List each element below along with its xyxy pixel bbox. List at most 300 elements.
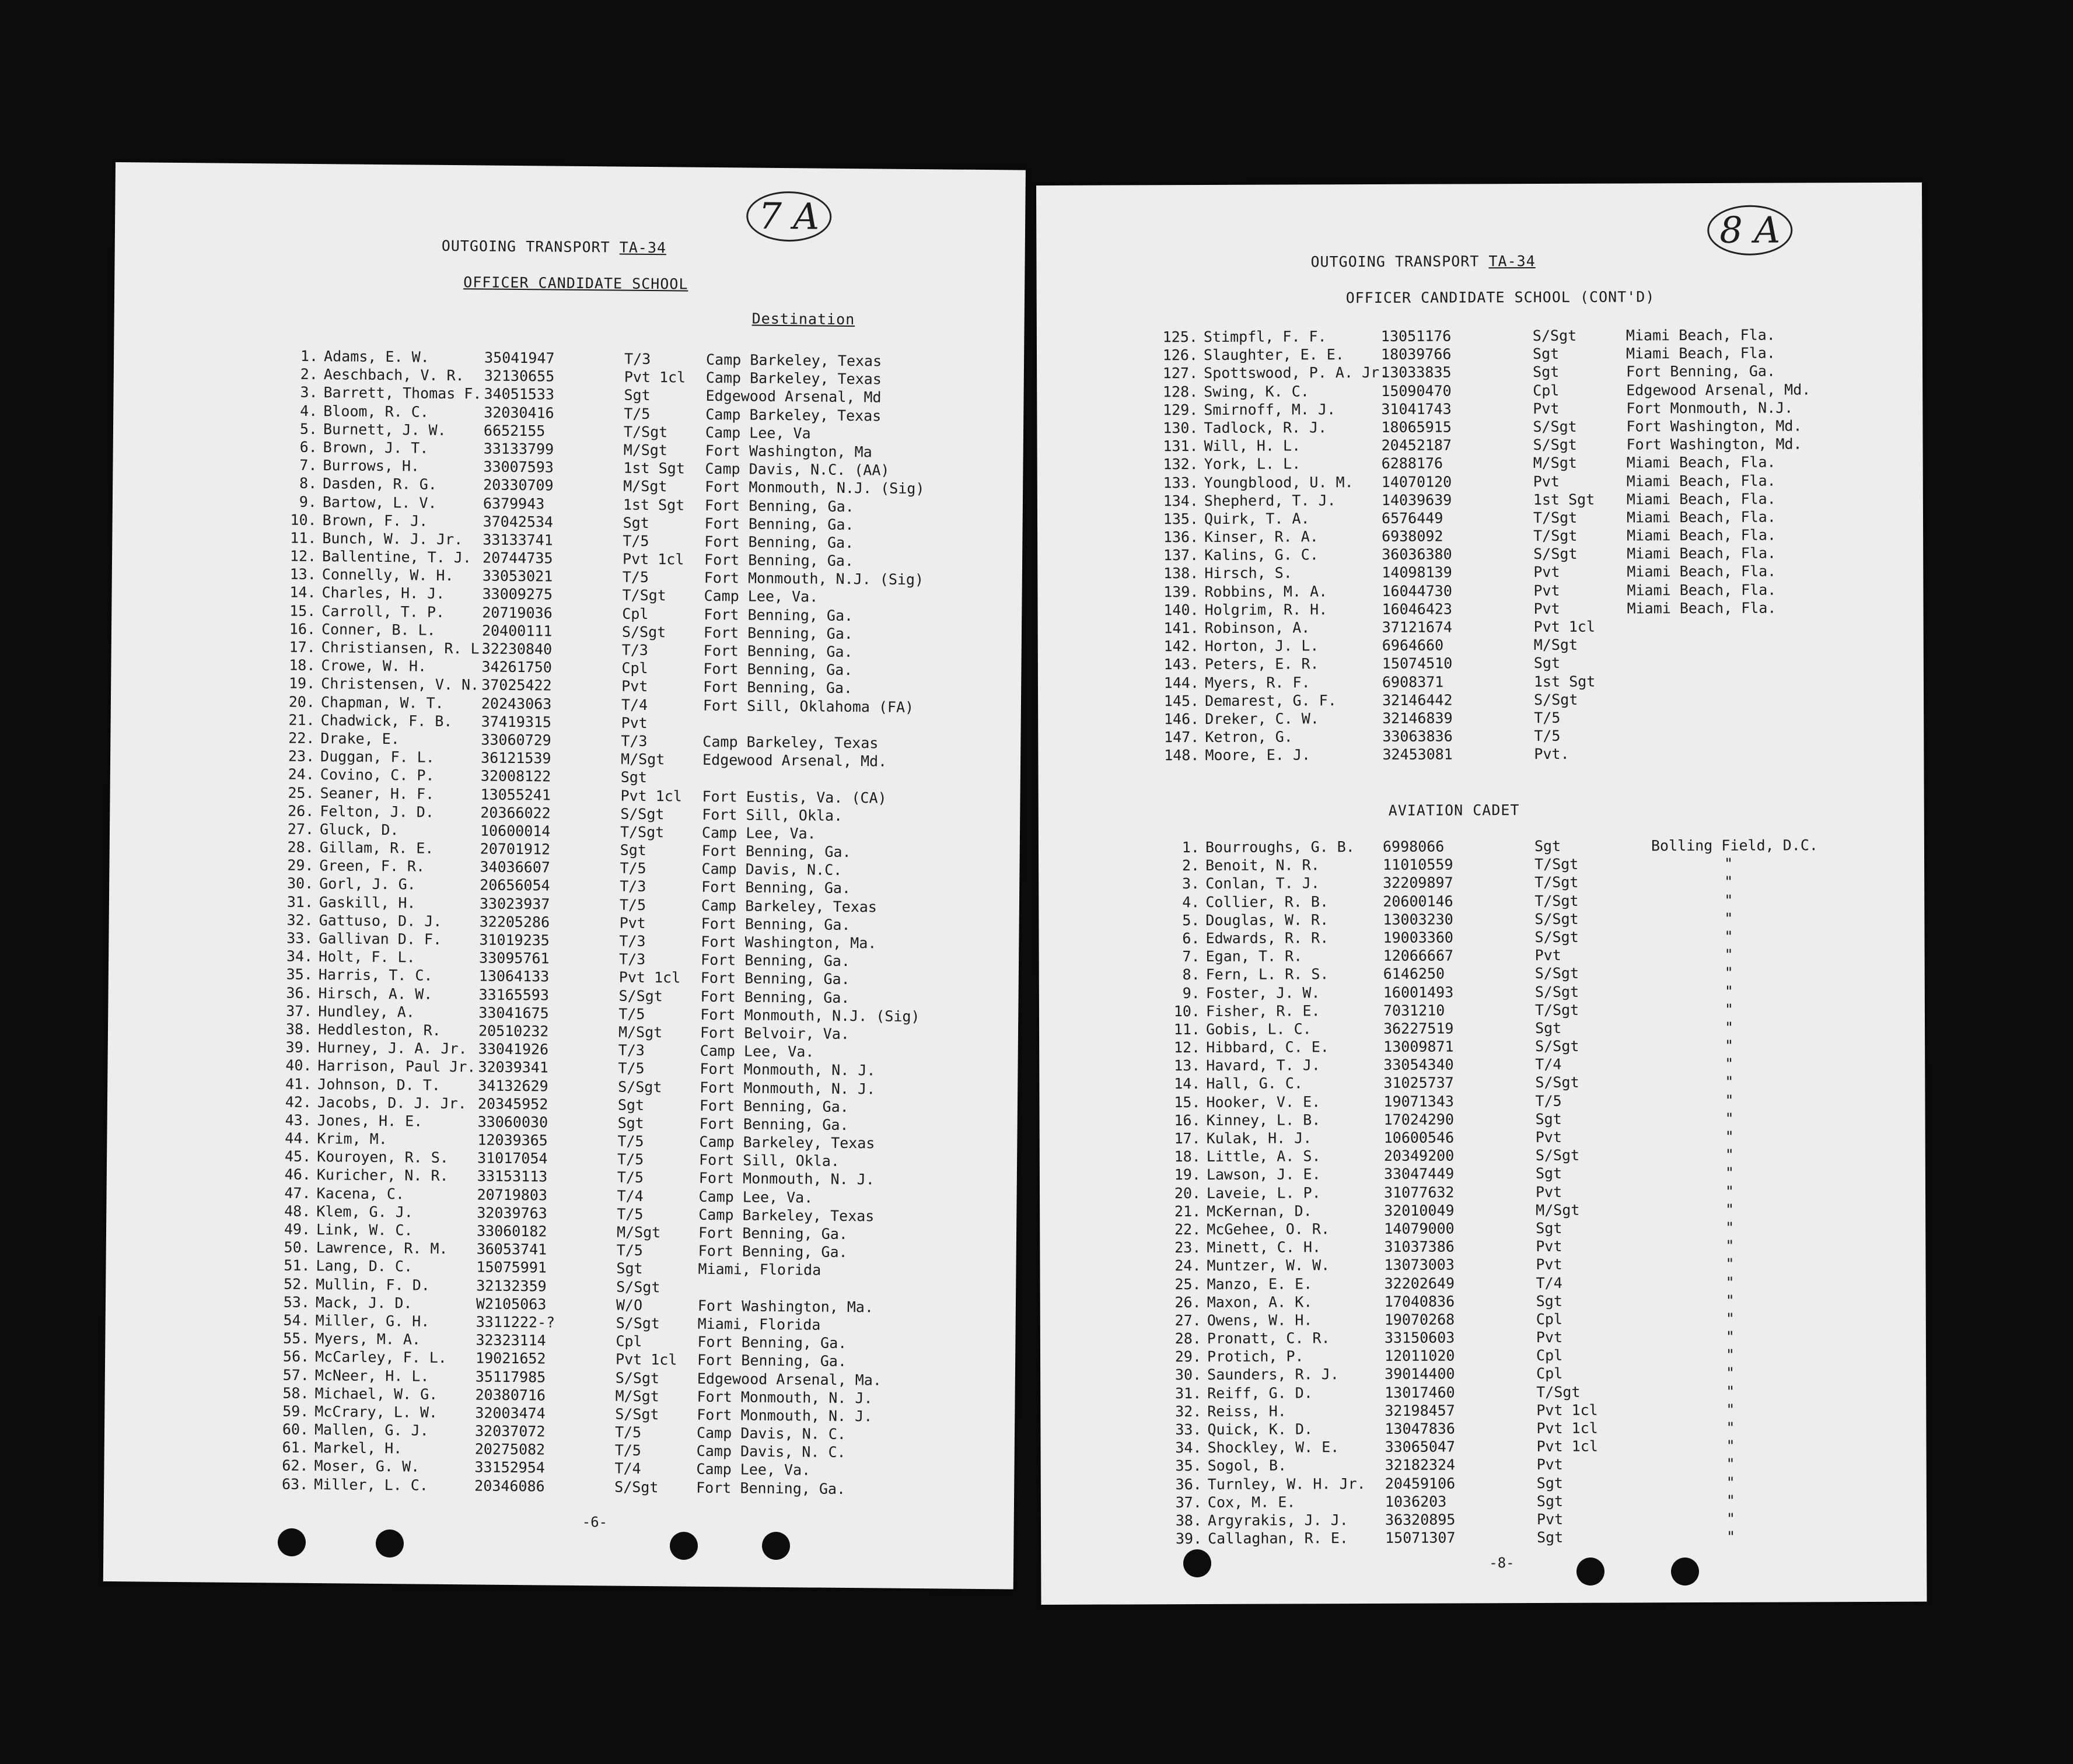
serial-number: 33095761 — [478, 949, 550, 967]
entry-number: 34. — [286, 947, 313, 965]
soldier-name: Lawrence, R. M. — [316, 1239, 448, 1258]
entry-number: 63. — [281, 1475, 309, 1493]
serial-number: 20744735 — [482, 549, 553, 567]
destination: Camp Barkeley, Texas — [699, 1133, 875, 1152]
entry-number: 18. — [1174, 1148, 1201, 1166]
destination: " — [1724, 909, 1733, 927]
soldier-name: Gaskill, H. — [319, 893, 416, 912]
soldier-name: Krim, M. — [317, 1130, 387, 1148]
rank: Cpl — [616, 1332, 642, 1350]
rank: Cpl — [1536, 1365, 1563, 1382]
destination: Camp Barkeley, Texas — [702, 733, 879, 752]
entry-number: 1. — [1181, 839, 1200, 856]
serial-number: 33054340 — [1383, 1056, 1454, 1074]
serial-number: 36053741 — [476, 1240, 547, 1258]
entry-number: 19. — [1174, 1166, 1201, 1184]
soldier-name: Benoit, N. R. — [1205, 856, 1320, 874]
entry-number: 24. — [1174, 1257, 1201, 1275]
serial-number: 20243063 — [481, 695, 552, 713]
rank: T/5 — [614, 1423, 642, 1441]
soldier-name: Moser, G. W. — [314, 1457, 420, 1476]
rank: Sgt — [620, 768, 648, 786]
serial-number: 36320895 — [1385, 1511, 1456, 1528]
soldier-name: Chadwick, F. B. — [320, 711, 453, 730]
soldier-name: Crowe, W. H. — [321, 657, 427, 675]
destination: " — [1724, 1019, 1734, 1036]
entry-number: 31. — [286, 893, 314, 911]
destination: Edgewood Arsenal, Md. — [702, 751, 887, 770]
soldier-name: Markel, H. — [314, 1439, 403, 1457]
rank: T/5 — [1535, 1092, 1562, 1110]
soldier-name: Slaughter, E. E. — [1203, 346, 1344, 364]
entry-number: 17. — [289, 638, 316, 656]
soldier-name: McCarley, F. L. — [315, 1348, 448, 1367]
destination: " — [1725, 1310, 1735, 1327]
soldier-name: Covino, C. P. — [320, 766, 435, 785]
entry-number: 10. — [1173, 1002, 1200, 1020]
destination: " — [1724, 946, 1733, 964]
destination: " — [1724, 964, 1733, 982]
rank: M/Sgt — [615, 1387, 659, 1405]
rank: Pvt — [621, 714, 648, 732]
rank: S/Sgt — [1535, 1146, 1580, 1164]
soldier-name: Youngblood, U. M. — [1204, 473, 1354, 491]
rank: Pvt 1cl — [1536, 1437, 1598, 1455]
rank: S/Sgt — [614, 1478, 659, 1496]
serial-number: 33060182 — [476, 1222, 547, 1240]
soldier-name: Quick, K. D. — [1207, 1420, 1313, 1438]
entry-number: 140. — [1163, 601, 1199, 619]
serial-number: 19021652 — [476, 1349, 546, 1367]
serial-number: 34132629 — [478, 1076, 548, 1095]
serial-number: 20719036 — [482, 604, 553, 622]
serial-number: 6288176 — [1381, 454, 1443, 473]
entry-number: 38. — [285, 1020, 313, 1038]
entry-number: 143. — [1163, 656, 1199, 673]
destination: Fort Monmouth, N.J. (Sig) — [700, 1006, 920, 1025]
serial-number: 20330709 — [483, 476, 554, 494]
destination: Camp Davis, N. C. — [696, 1424, 847, 1443]
rank: Pvt — [1533, 400, 1560, 417]
entry-number: 20. — [1174, 1184, 1201, 1202]
rank: T/4 — [1535, 1056, 1562, 1073]
entry-number: 148. — [1164, 747, 1200, 764]
serial-number: 14098139 — [1382, 564, 1452, 582]
entry-number: 129. — [1163, 401, 1198, 418]
soldier-name: Gorl, J. G. — [319, 875, 416, 893]
soldier-name: Ketron, G. — [1205, 728, 1293, 746]
rank: T/5 — [623, 532, 649, 550]
serial-number: 37025422 — [481, 676, 552, 694]
rank: T/3 — [619, 932, 646, 950]
serial-number: 33165593 — [478, 986, 550, 1004]
serial-number: 32230840 — [481, 640, 553, 658]
entry-number: 41. — [285, 1075, 312, 1093]
soldier-name: Stimpfl, F. F. — [1203, 328, 1327, 345]
soldier-name: Little, A. S. — [1206, 1147, 1321, 1166]
rank: Sgt — [1536, 1492, 1564, 1510]
serial-number: 32209897 — [1383, 874, 1453, 892]
destination: Camp Barkeley, Texas — [698, 1206, 875, 1225]
serial-number: 33152954 — [474, 1458, 546, 1476]
entry-number: 20. — [288, 693, 316, 710]
rank: T/5 — [617, 1132, 644, 1150]
destination: " — [1725, 1037, 1734, 1054]
serial-number: 13017460 — [1385, 1384, 1455, 1401]
rank: T/Sgt — [1536, 1383, 1581, 1401]
serial-number: 33009275 — [482, 585, 553, 604]
entry-number: 39. — [285, 1038, 312, 1056]
serial-number: 15075991 — [476, 1258, 547, 1276]
serial-number: 10600014 — [480, 822, 551, 840]
soldier-name: Michael, W. G. — [314, 1384, 438, 1403]
destination: " — [1725, 1219, 1735, 1236]
rank: T/Sgt — [1534, 855, 1579, 873]
destination: Fort Benning, Ga. — [697, 1352, 847, 1370]
destination: Fort Washington, Ma. — [701, 933, 877, 952]
rank: T/Sgt — [1533, 527, 1578, 545]
serial-number: 33047449 — [1383, 1165, 1455, 1183]
serial-number: 20275082 — [474, 1440, 546, 1458]
rank: T/Sgt — [1533, 509, 1578, 526]
rank: T/5 — [618, 1005, 645, 1023]
entry-number: 34. — [1175, 1439, 1202, 1457]
rank: Sgt — [624, 386, 651, 404]
serial-number: 20349200 — [1383, 1147, 1455, 1165]
entry-number: 16. — [289, 620, 316, 638]
entry-number: 135. — [1163, 510, 1199, 528]
destination: Fort Benning, Ga. — [700, 970, 850, 988]
destination: Camp Lee, Va — [705, 424, 811, 442]
entry-number: 133. — [1163, 474, 1198, 491]
destination: " — [1724, 873, 1733, 891]
soldier-name: Kuricher, N. R. — [316, 1166, 449, 1185]
serial-number: 6379943 — [483, 495, 545, 512]
rank: S/Sgt — [1533, 436, 1577, 454]
soldier-name: Seaner, H. F. — [320, 784, 435, 803]
rank: T/5 — [614, 1441, 642, 1460]
soldier-name: Myers, R. F. — [1204, 673, 1310, 691]
soldier-name: Christiansen, R. L. — [321, 639, 488, 657]
rank: T/5 — [622, 568, 649, 586]
entry-number: 7. — [1182, 948, 1200, 965]
rank: Sgt — [617, 1114, 644, 1132]
serial-number: 33060030 — [477, 1113, 548, 1131]
soldier-name: Carroll, T. P. — [321, 602, 445, 621]
destination: Fort Benning, Ga. — [699, 1115, 849, 1133]
entry-number: 8. — [299, 475, 317, 492]
destination: Camp Davis, N.C. — [701, 860, 843, 879]
destination: Fort Benning, Ga. — [701, 915, 851, 933]
rank: T/5 — [620, 859, 646, 877]
soldier-name: Burnett, J. W. — [323, 420, 446, 439]
destination: " — [1725, 1346, 1735, 1364]
destination: Fort Benning, Ga. — [701, 878, 851, 897]
rank: Cpl — [1533, 382, 1560, 399]
soldier-name: Conner, B. L. — [321, 620, 436, 639]
serial-number: 32182324 — [1385, 1456, 1456, 1474]
entry-number: 27. — [287, 820, 314, 838]
rank: Pvt 1cl — [1533, 618, 1596, 636]
destination: " — [1725, 1328, 1735, 1345]
destination: Camp Barkeley, Texas — [701, 897, 878, 916]
soldier-name: Fisher, R. E. — [1205, 1002, 1320, 1020]
serial-number: 20345952 — [477, 1095, 548, 1113]
destination: Miami Beach, Fla. — [1627, 581, 1777, 599]
serial-number: 32039341 — [478, 1058, 549, 1076]
entry-number: 147. — [1164, 729, 1200, 746]
entry-number: 145. — [1163, 692, 1200, 709]
rank: T/5 — [618, 1059, 645, 1077]
soldier-name: McNeer, H. L. — [314, 1366, 429, 1385]
soldier-name: Laveie, L. P. — [1206, 1184, 1321, 1202]
serial-number: 6938092 — [1382, 527, 1443, 545]
rank: Sgt — [1534, 1019, 1562, 1037]
soldier-name: Klem, G. J. — [316, 1202, 414, 1221]
serial-number: 16001493 — [1383, 984, 1454, 1001]
entry-number: 3. — [1182, 875, 1200, 892]
destination: " — [1724, 1000, 1734, 1018]
rank: Sgt — [1536, 1219, 1562, 1237]
serial-number: 13003230 — [1383, 911, 1453, 928]
entry-number: 57. — [282, 1366, 309, 1384]
destination: Fort Benning, Ga. — [704, 606, 854, 624]
rank: S/Sgt — [1534, 983, 1579, 1000]
soldier-name: Hibbard, C. E. — [1206, 1038, 1329, 1056]
serial-number: 13055241 — [480, 786, 551, 804]
rank: T/Sgt — [620, 823, 665, 841]
rank: Sgt — [617, 1096, 645, 1114]
destination: Fort Benning, Ga. — [703, 624, 853, 642]
entry-number: 22. — [1174, 1220, 1201, 1238]
soldier-name: Adams, E. W. — [323, 348, 429, 366]
soldier-name: Hurney, J. A. Jr. — [317, 1039, 467, 1058]
entry-number: 33. — [286, 929, 313, 947]
serial-number: 10600546 — [1383, 1129, 1455, 1146]
soldier-name: Conlan, T. J. — [1205, 874, 1320, 892]
rank: Pvt — [621, 677, 648, 695]
entry-number: 24. — [288, 765, 314, 783]
entry-number: 5. — [299, 420, 318, 438]
soldier-name: Lang, D. C. — [316, 1257, 413, 1275]
entry-number: 37. — [1175, 1493, 1202, 1511]
soldier-name: Johnson, D. T. — [317, 1075, 441, 1094]
entry-number: 137. — [1163, 547, 1199, 564]
serial-number: 34261750 — [481, 658, 553, 676]
serial-number: 19070268 — [1384, 1311, 1455, 1328]
serial-number: 20459106 — [1385, 1475, 1456, 1492]
rank: T/3 — [618, 950, 646, 968]
entry-number: 22. — [288, 729, 315, 747]
rank: T/4 — [1536, 1274, 1562, 1292]
rank: Sgt — [1536, 1474, 1563, 1492]
rank: Sgt — [623, 514, 649, 531]
entry-number: 25. — [288, 784, 314, 802]
binder-hole — [1576, 1558, 1604, 1586]
soldier-name: Aeschbach, V. R. — [323, 366, 464, 384]
soldier-name: Argyrakis, J. J. — [1207, 1511, 1348, 1529]
soldier-name: Gluck, D. — [319, 820, 399, 839]
rank: Sgt — [1535, 1165, 1562, 1182]
destination: Edgewood Arsenal, Md. — [1626, 380, 1811, 399]
soldier-name: Mallen, G. J. — [314, 1421, 429, 1439]
rank: Cpl — [1536, 1347, 1563, 1364]
serial-number: 7031210 — [1383, 1002, 1445, 1019]
rank: S/Sgt — [1532, 327, 1577, 345]
entry-number: 61. — [282, 1438, 309, 1457]
soldier-name: Gattuso, D. J. — [319, 911, 442, 930]
destination: Fort Benning, Ga. — [700, 951, 851, 970]
destination: Fort Benning, Ga. — [1626, 362, 1776, 380]
soldier-name: Fern, L. R. S. — [1205, 965, 1329, 984]
destination: " — [1725, 1091, 1734, 1109]
soldier-name: Maxon, A. K. — [1207, 1293, 1313, 1311]
serial-number: 20656054 — [480, 876, 550, 894]
destination: " — [1726, 1474, 1735, 1491]
destination: Fort Monmouth, N. J. — [697, 1388, 873, 1407]
entry-number: 13. — [1174, 1057, 1201, 1074]
soldier-name: Kinney, L. B. — [1206, 1111, 1321, 1129]
rank: S/Sgt — [1533, 545, 1578, 563]
rank: T/4 — [614, 1460, 641, 1478]
entry-number: 18. — [289, 656, 316, 674]
rank: T/5 — [617, 1150, 644, 1168]
soldier-name: McGehee, O. R. — [1207, 1220, 1330, 1238]
soldier-name: Turnley, W. H. Jr. — [1207, 1475, 1366, 1493]
destination: " — [1726, 1364, 1735, 1382]
soldier-name: Reiss, H. — [1207, 1402, 1287, 1420]
serial-number: 13009871 — [1383, 1038, 1454, 1055]
soldier-name: Kulak, H. J. — [1206, 1129, 1312, 1147]
destination: Miami Beach, Fla. — [1626, 453, 1776, 471]
entry-number: 132. — [1163, 456, 1198, 473]
rank: T/3 — [620, 878, 646, 895]
destination: " — [1725, 1110, 1734, 1127]
rank: S/Sgt — [621, 623, 666, 641]
serial-number: 33063836 — [1382, 727, 1453, 746]
rank: M/Sgt — [616, 1223, 661, 1241]
destination: Fort Benning, Ga. — [696, 1479, 846, 1497]
rank: Pvt — [1536, 1237, 1562, 1255]
soldier-name: Myers, M. A. — [315, 1330, 421, 1348]
destination: Fort Belvoir, Va. — [700, 1024, 850, 1042]
entry-number: 42. — [285, 1093, 312, 1111]
rank: S/Sgt — [1534, 965, 1579, 982]
soldier-name: Muntzer, W. W. — [1207, 1256, 1330, 1275]
section-title: OFFICER CANDIDATE SCHOOL (CONT'D) — [1345, 288, 1655, 307]
rank: T/4 — [621, 696, 648, 713]
soldier-name: Kalins, G. C. — [1204, 546, 1319, 564]
destination: Camp Barkeley, Texas — [705, 351, 882, 370]
rank: Sgt — [616, 1259, 643, 1278]
soldier-name: Gillam, R. E. — [319, 839, 434, 857]
entry-number: 6. — [1182, 929, 1200, 947]
rank: Sgt — [1533, 363, 1560, 381]
serial-number: 31041743 — [1381, 400, 1452, 418]
rank: Pvt — [1536, 1256, 1562, 1273]
rank: S/Sgt — [1535, 1037, 1579, 1055]
rank: S/Sgt — [1535, 1074, 1579, 1091]
serial-number: 19071343 — [1383, 1093, 1454, 1110]
soldier-name: Drake, E. — [320, 730, 400, 748]
rank: S/Sgt — [615, 1369, 660, 1387]
soldier-name: Hall, G. C. — [1206, 1074, 1303, 1093]
destination: Camp Barkeley, Texas — [705, 405, 882, 425]
rank: T/Sgt — [1534, 892, 1579, 909]
serial-number: 1036203 — [1385, 1493, 1447, 1510]
rank: Sgt — [620, 841, 647, 859]
roster-page-right — [1036, 183, 1927, 1605]
entry-number: 15. — [1174, 1093, 1201, 1111]
destination: Camp Davis, N. C. — [696, 1443, 846, 1461]
entry-number: 39. — [1175, 1530, 1202, 1548]
serial-number: 6652155 — [483, 422, 546, 440]
destination: Fort Benning, Ga. — [700, 988, 850, 1006]
page-label-circled: 7 A — [746, 191, 832, 242]
destination: Miami Beach, Fla. — [1627, 599, 1777, 617]
entry-number: 26. — [1174, 1293, 1201, 1311]
destination: " — [1725, 1182, 1735, 1200]
soldier-name: Mack, J. D. — [315, 1293, 412, 1312]
serial-number: 32132359 — [476, 1277, 547, 1295]
destination: Fort Monmouth, N.J. — [1626, 399, 1794, 417]
entry-number: 33. — [1175, 1421, 1202, 1438]
serial-number: 20701912 — [480, 840, 551, 858]
destination: " — [1726, 1401, 1735, 1418]
destination: " — [1726, 1528, 1736, 1546]
entry-number: 53. — [283, 1293, 310, 1311]
rank: T/3 — [621, 732, 648, 750]
soldier-name: Bunch, W. J. Jr. — [322, 529, 463, 548]
destination: Edgewood Arsenal, Md — [705, 387, 882, 406]
aviation-cadet-title: AVIATION CADET — [1388, 802, 1520, 819]
rank: T/Sgt — [623, 423, 668, 441]
serial-number: 34051533 — [484, 385, 555, 403]
soldier-name: Reiff, G. D. — [1207, 1384, 1313, 1402]
soldier-name: Miller, L. C. — [314, 1475, 429, 1494]
serial-number: 31077632 — [1383, 1184, 1455, 1201]
entry-number: 30. — [1174, 1366, 1202, 1384]
serial-number: 20400111 — [481, 622, 553, 640]
destination: " — [1726, 1455, 1735, 1473]
serial-number: 6964660 — [1382, 636, 1444, 654]
serial-number: 32039763 — [477, 1204, 547, 1222]
serial-number: 36121539 — [480, 749, 551, 767]
destination: Fort Benning, Ga. — [699, 1097, 849, 1115]
rank: Pvt — [1535, 1128, 1562, 1146]
soldier-name: Harris, T. C. — [318, 966, 433, 985]
serial-number: 18065915 — [1381, 418, 1452, 436]
rank: T/5 — [617, 1205, 644, 1223]
soldier-name: Christensen, V. N. — [321, 675, 480, 694]
soldier-name: Bourroughs, G. B. — [1205, 838, 1355, 856]
entry-number: 43. — [285, 1111, 312, 1129]
entry-number: 6. — [299, 438, 317, 456]
entry-number: 38. — [1175, 1511, 1202, 1530]
destination: Miami Beach, Fla. — [1627, 563, 1777, 580]
destination: Miami Beach, Fla. — [1626, 472, 1776, 489]
rank: T/3 — [618, 1041, 645, 1059]
heading-prefix: OUTGOING TRANSPORT — [1310, 253, 1480, 271]
serial-number: 32205286 — [479, 913, 550, 931]
destination: Camp Davis, N.C. (AA) — [705, 460, 890, 479]
soldier-name: Minett, C. H. — [1207, 1238, 1322, 1256]
rank: Sgt — [1533, 654, 1561, 672]
serial-number: 14070120 — [1381, 473, 1452, 491]
serial-number: 34036607 — [480, 858, 551, 876]
destination: Fort Monmouth, N. J. — [700, 1079, 876, 1097]
destination: " — [1724, 982, 1733, 1000]
